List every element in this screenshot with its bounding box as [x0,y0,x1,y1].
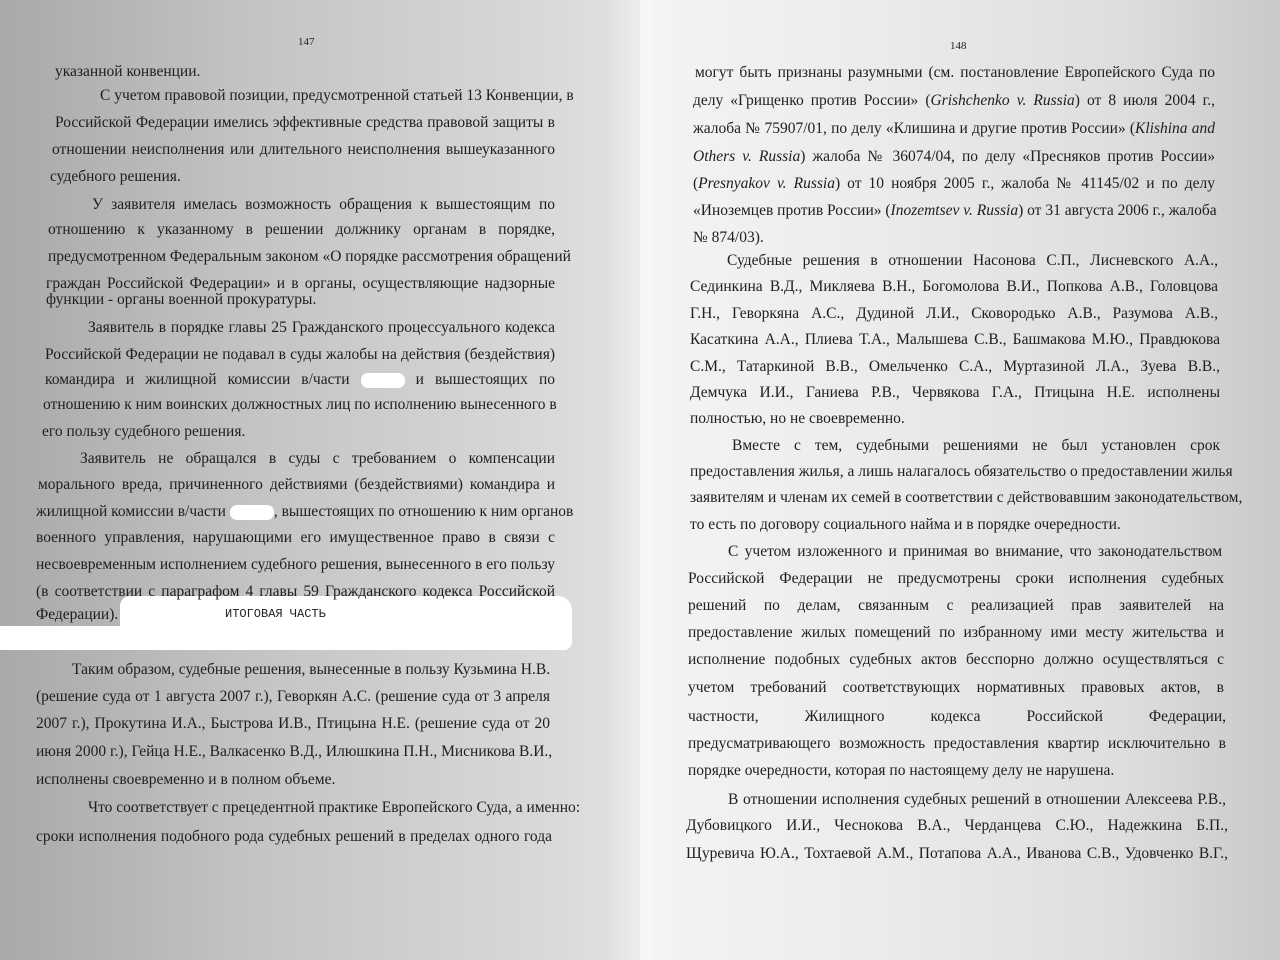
text-segment: функции - органы военной прокуратуры. [46,291,317,308]
text-segment: Заявитель не обращался в суды с требованием о компенсации [80,450,555,467]
text-line [36,827,552,847]
text-line [690,515,1121,535]
text-line [686,844,1228,864]
text-line [693,228,764,248]
text-line [686,816,1228,836]
text-segment: его пользу судебного решения. [42,423,246,440]
text-segment: Дубовицкого И.И., Чеснокова В.А., Черданцева С.Ю., Надежкина Б.П., [686,817,1228,834]
text-segment: Presnyakov v. Russia [698,175,835,192]
text-segment: ( [693,175,699,192]
text-line [688,650,1224,670]
text-segment: исполнение подобных судебных актов бесспорно должно осуществляться с [688,651,1224,668]
text-segment: (решение суда от 1 августа 2007 г.), Геворкян А.С. (решение суда от 3 апреля [36,688,550,705]
text-segment: то есть по договору социального найма и в порядке очередности. [690,516,1121,533]
text-segment: Others v. Russia [693,148,801,165]
text-segment: несвоевременным исполнением судебного решения, вынесенного в его пользу [36,556,555,573]
text-line [693,119,1215,139]
redaction-block [0,626,572,650]
text-segment: , вышестоящих по отношению к ним органов [273,503,574,520]
text-segment: Сединкина В.Д., Микляева В.Н., Богомолова В.И., Попкова А.В., Головцова [690,278,1218,295]
redacted-unit-number [361,373,405,388]
text-segment: Российской Федерации не подавал в суды жалобы на действия (бездействия) [45,346,555,363]
text-line [690,277,1218,297]
text-segment: ) от 31 августа 2006 г., жалоба [1018,202,1217,219]
text-segment: 2007 г.), Прокутина И.А., Быстрова И.В., Птицына Н.Е. (решение суда от 20 [36,715,550,732]
text-segment: В отношении исполнения судебных решений в отношении Алексеева Р.В., [728,791,1226,808]
text-segment: ) от 8 июля 2004 г., [1074,92,1215,109]
text-line [36,770,335,790]
text-line [36,555,555,575]
page-number-left: 147 [298,36,315,48]
text-line [46,290,316,310]
text-segment: С учетом правовой позиции, предусмотренной статьей 13 Конвенции, в [100,87,574,104]
text-segment: отношению к ним воинских должностных лиц по исполнению вынесенного в [43,396,557,413]
text-segment: С.М., Татаркиной В.В., Омельченко С.А., Муртазиной Л.А., Зуева В.В., [690,358,1220,375]
text-segment: исполнены своевременно и в полном объеме. [36,771,336,788]
text-line [88,318,555,338]
text-line [36,582,555,602]
text-segment: Таким образом, судебные решения, вынесенные в пользу Кузьмина Н.В. [72,661,551,678]
text-segment: и вышестоящих по [415,371,556,388]
text-segment: Г.Н., Геворкяна А.С., Дудиной Л.И., Сковородько А.В., Разумова А.В., [690,305,1218,322]
text-line [728,790,1226,810]
text-segment: учетом требований соответствующих нормативных правовых актов, в [688,679,1224,696]
text-segment: Inozemtsev v. Russia [890,202,1019,219]
text-line [688,596,1224,616]
text-segment: предусмотренном Федеральным законом «О порядке рассмотрения обращений [48,248,571,265]
text-line [732,436,1220,456]
text-line [688,623,1224,643]
text-segment: могут быть признаны разумными (см. постановление Европейского Суда по [695,64,1215,81]
text-line [688,734,1226,754]
text-line [88,798,581,818]
text-segment: (в соответствии с параграфом 4 главы 59 Гражданского кодекса Российской [36,583,555,600]
text-segment: Российской Федерации имелись эффективные средства правовой защиты в [55,114,555,131]
text-line [36,502,574,522]
page-number-right: 148 [950,40,967,52]
text-line [52,140,555,160]
text-line [48,220,555,240]
text-line [693,91,1215,111]
text-segment: указанной конвенции. [55,63,201,80]
text-segment: сроки исполнения подобного рода судебных решений в пределах одного года [36,828,552,845]
text-line [688,707,1226,727]
text-line [693,201,1215,221]
text-line [690,383,1220,403]
text-segment: Что соответствует с прецедентной практике Европейского Суда, а именно: [88,799,581,816]
text-line [36,742,553,762]
text-line [72,660,550,680]
text-line [42,422,245,442]
text-line [48,247,571,267]
text-line [80,449,555,469]
text-line [36,714,550,734]
text-line [36,605,118,625]
text-segment: ) от 10 ноября 2005 г., жалоба № 41145/02 и по делу [834,175,1216,192]
text-line [693,147,1215,167]
text-line [688,569,1224,589]
text-segment: командира и жилищной комиссии в/части [45,371,350,388]
text-segment: № 874/03). [693,229,764,246]
text-segment: жилищной комиссии в/части [36,503,226,520]
text-segment: решений по делам, связанным с реализацией прав заявителей на [688,597,1224,614]
text-line [690,304,1218,324]
text-segment: Российской Федерации не предусмотрены сроки исполнения судебных [688,570,1224,587]
text-segment: Вместе с тем, судебными решениями не был установлен срок [732,437,1220,454]
text-line [36,528,555,548]
text-line [688,678,1224,698]
text-segment: отношению к указанному в решении должнику органам в порядке, [48,221,555,238]
text-line [43,395,555,415]
text-line [690,357,1220,377]
section-heading: ИТОГОВАЯ ЧАСТЬ [225,607,326,621]
text-segment: «Иноземцев против России» ( [693,202,891,219]
text-segment: Klishina and [1135,120,1215,137]
text-segment: граждан Российской Федерации» и в органы, осуществляющие надзорные [46,275,555,292]
text-line [695,63,1215,83]
text-segment: морального вреда, причиненного действиями (бездействиями) командира и [38,476,555,493]
text-segment: порядке очередности, которая по настоящему делу не нарушена. [688,762,1115,779]
text-line [38,475,555,495]
text-segment: жалоба № 75907/01, по делу «Клишина и другие против России» ( [693,120,1135,137]
text-segment: С учетом изложенного и принимая во внимание, что законодательством [728,543,1222,560]
text-line [45,370,555,390]
text-segment: заявителям и членам их семей в соответствии с действовавшим законодательством, [690,489,1243,506]
text-line [100,86,574,106]
text-line [92,195,555,215]
text-segment: Заявитель в порядке главы 25 Гражданского процессуального кодекса [88,319,555,336]
book-gutter [605,0,665,960]
text-line [690,330,1220,350]
text-line [55,113,555,133]
text-line [688,761,1114,781]
redacted-unit-number [230,505,274,520]
text-segment: частности, Жилищного кодекса Российской Федерации, [688,708,1226,725]
text-segment: делу «Грищенко против России» ( [693,92,931,109]
text-line [690,488,1243,508]
text-segment: Судебные решения в отношении Насонова С.П., Лисневского А.А., [727,252,1218,269]
text-segment: полностью, но не своевременно. [690,410,905,427]
text-segment: ) жалоба № 36074/04, по делу «Пресняков против России» [800,148,1215,165]
text-line [690,462,1233,482]
text-line [690,409,905,429]
text-segment: Федерации). [36,606,119,623]
text-segment: предоставление жилых помещений по избранному ими месту жительства и [688,624,1224,641]
text-segment: июня 2000 г.), Гейца Н.Е., Валкасенко В.Д., Илюшкина П.Н., Мисникова В.И., [36,743,553,760]
text-line [728,542,1222,562]
text-line [50,167,181,187]
text-segment: Касаткина А.А., Плиева Т.А., Малышева С.В., Башмакова М.Ю., Правдюкова [690,331,1220,348]
text-segment: Щуревича Ю.А., Тохтаевой А.М., Потапова А.А., Иванова С.В., Удовченко В.Г., [686,845,1228,862]
text-line [45,345,555,365]
text-segment: судебного решения. [50,168,181,185]
text-line [727,251,1218,271]
text-segment: отношении неисполнения или длительного неисполнения вышеуказанного [52,141,555,158]
text-segment: предоставления жилья, а лишь налагалось обязательство о предоставлении жилья [690,463,1233,480]
text-line [36,687,550,707]
text-line [693,174,1215,194]
text-segment: Демчука И.И., Ганиева Р.В., Червякова Г.А., Птицына Н.Е. исполнены [690,384,1220,401]
text-segment: предусматривающего возможность предоставления квартир исключительно в [688,735,1226,752]
text-segment: Grishchenko v. Russia [930,92,1075,109]
text-line [55,62,200,82]
text-segment: военного управления, нарушающими его имущественное право в связи с [36,529,555,546]
text-segment: У заявителя имелась возможность обращения к вышестоящим по [92,196,555,213]
